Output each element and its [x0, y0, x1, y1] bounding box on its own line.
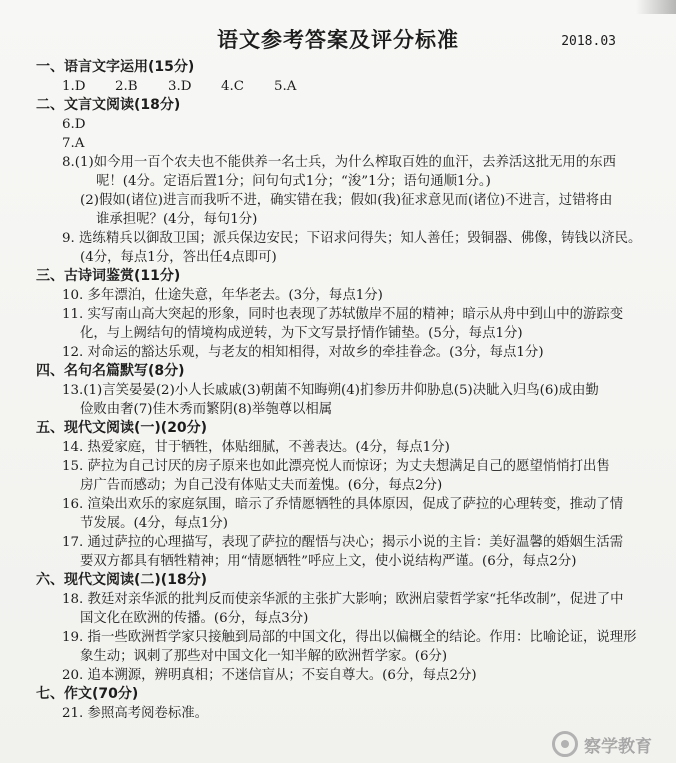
section-heading-3: 三、古诗词鉴赏(11分): [36, 268, 181, 284]
answer-18-line2: 国文化在欧洲的传播。(6分，每点3分): [80, 611, 309, 626]
answer-13-line2: 俭败由奢(7)佳木秀而繁阴(8)举匏尊以相属: [80, 402, 333, 417]
answer-6: 6.D: [62, 117, 86, 132]
answer-11-line1: 11. 实写南山高大突起的形象，同时也表现了苏轼傲岸不屈的精神；暗示从舟中到山中的游踪变: [62, 307, 624, 322]
document-title: 语文参考答案及评分标准: [217, 28, 459, 52]
section-heading-1: 一、语言文字运用(15分): [36, 59, 195, 75]
answer-15-line2: 房广告而感动；为自己没有体贴丈夫而羞愧。(6分，每点2分): [80, 478, 443, 493]
section-heading-2: 二、文言文阅读(18分): [36, 97, 181, 113]
answer-17-line2: 要双方都具有牺牲精神；用“情愿牺牲”呼应上文，使小说结构严谨。(6分，每点2分): [80, 554, 577, 569]
answer-21: 21. 参照高考阅卷标准。: [62, 706, 209, 721]
page-corner-shadow: [636, 0, 676, 14]
answer-8-2-line2: 谁承担呢？(4分，每句1分): [96, 212, 258, 227]
answer-8-1-line2: 呢！(4分。定语后置1分；问句句式1分；“浚”1分；语句通顺1分。): [96, 174, 491, 189]
answer-9-line2: (4分，每点1分，答出任4点即可): [80, 250, 277, 265]
answer-7: 7.A: [62, 136, 85, 151]
answer-1: 1.D: [62, 79, 86, 94]
answer-16-line1: 16. 渲染出欢乐的家庭氛围，暗示了乔情愿牺牲的具体原因，促成了萨拉的心理转变，推动了情: [62, 497, 624, 512]
answer-13-line1: 13.(1)言笑晏晏(2)小人长戚戚(3)朝菌不知晦朔(4)扪参历井仰胁息(5)决眦入归鸟(6)成由勤: [62, 383, 599, 398]
answer-19-line1: 19. 指一些欧洲哲学家只接触到局部的中国文化，得出以偏概全的结论。作用：比喻论证，说理形: [62, 630, 637, 645]
answer-2: 2.B: [115, 79, 138, 94]
answer-15-line1: 15. 萨拉为自己讨厌的房子原来也如此漂亮悦人而惊讶；为丈夫想满足自己的愿望悄悄打出售: [62, 459, 610, 474]
answer-19-line2: 象生动；讽刺了那些对中国文化一知半解的欧洲哲学家。(6分): [80, 649, 448, 664]
document-date: 2018.03: [561, 34, 616, 49]
answer-8-1-line1: 8.(1)如今用一百个农夫也不能供养一名士兵，为什么榨取百姓的血汗，去养活这批无用的东西: [62, 155, 616, 170]
answer-9-line1: 9. 选练精兵以御敌卫国；派兵保边安民；下诏求问得失；知人善任；毁铜器、佛像，铸钱以济民。: [62, 231, 642, 246]
section-heading-5: 五、现代文阅读(一)(20分): [36, 420, 208, 436]
answer-16-line2: 节发展。(4分，每点1分): [80, 516, 229, 531]
answer-11-line2: 化，与上阙结句的情境构成逆转，为下文写景抒情作铺垫。(5分，每点1分): [80, 326, 523, 341]
watermark-logo-icon: [552, 731, 578, 757]
answer-content: [0, 58, 676, 723]
section-heading-6: 六、现代文阅读(二)(18分): [36, 572, 208, 588]
answer-8-2-line1: (2)假如(诸位)进言而我听不进，确实错在我；假如(我)征求意见而(诸位)不进言，过错将由: [80, 193, 613, 208]
section-heading-7: 七、作文(70分): [36, 686, 139, 702]
answer-5: 5.A: [274, 79, 297, 94]
answer-row-1-5: [62, 77, 676, 96]
watermark: [552, 731, 652, 757]
answer-18-line1: 18. 教廷对亲华派的批判反而使亲华派的主张扩大影响；欧洲启蒙哲学家“托华改制”，促进了中: [62, 592, 624, 607]
answer-10: 10. 多年漂泊，仕途失意，年华老去。(3分，每点1分): [62, 288, 383, 303]
answer-12: 12. 对命运的豁达乐观，与老友的相知相得，对故乡的牵挂眷念。(3分，每点1分): [62, 345, 544, 360]
answer-4: 4.C: [221, 79, 245, 94]
answer-20: 20. 追本溯源，辨明真相；不迷信盲从；不妄自尊大。(6分，每点2分): [62, 668, 477, 683]
answer-14: 14. 热爱家庭，甘于牺牲，体贴细腻，不善表达。(4分，每点1分): [62, 440, 450, 455]
answer-17-line1: 17. 通过萨拉的心理描写，表现了萨拉的醒悟与决心；揭示小说的主旨：美好温馨的婚姻生活需: [62, 535, 624, 550]
answer-3: 3.D: [168, 79, 192, 94]
watermark-text: 察学教育: [584, 736, 652, 757]
section-heading-4: 四、名句名篇默写(8分): [36, 363, 185, 379]
